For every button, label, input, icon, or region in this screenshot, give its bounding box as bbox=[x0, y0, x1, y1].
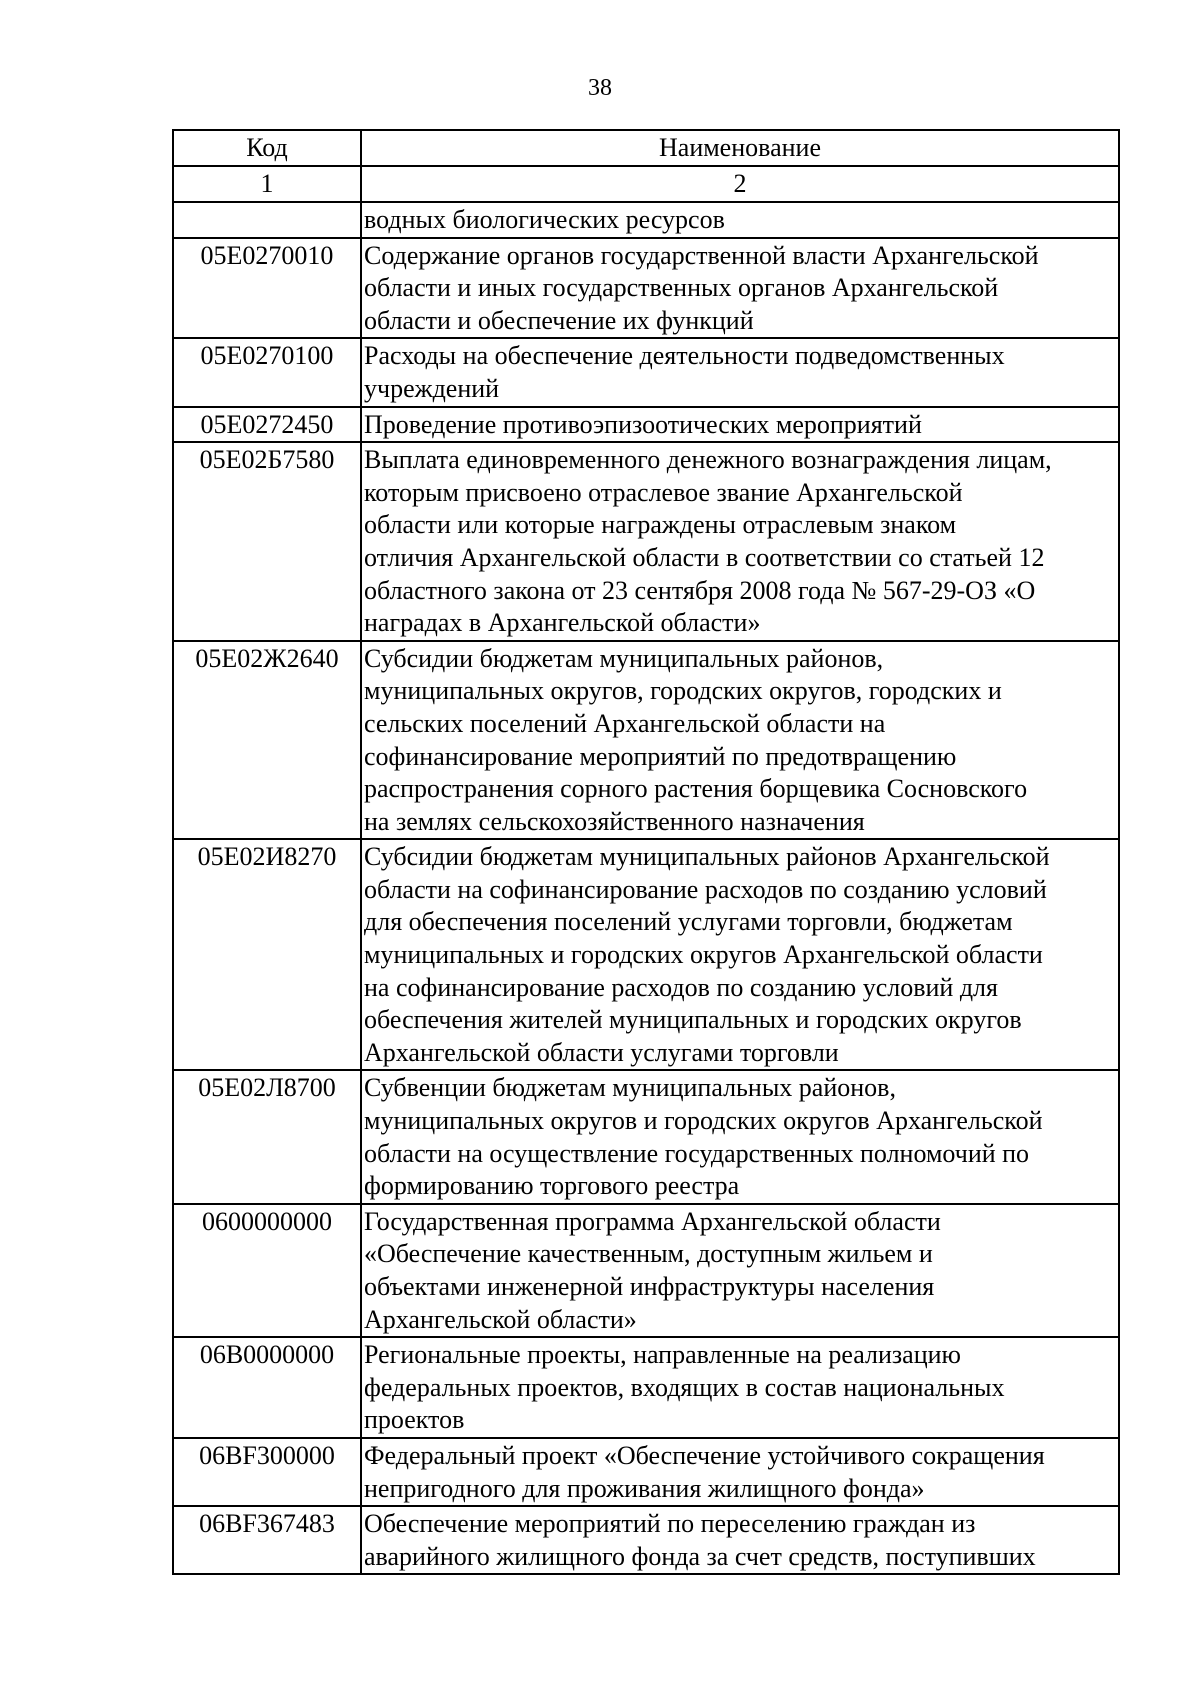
row-name-line: Региональные проекты, направленные на реализацию bbox=[364, 1340, 961, 1370]
row-name bbox=[361, 839, 1119, 1070]
row-name-line: муниципальных округов и городских округов Архангельской bbox=[364, 1106, 1043, 1136]
row-code: 05Е02Л8700 bbox=[173, 1070, 361, 1203]
row-code: 05Е0272450 bbox=[173, 407, 361, 443]
row-name bbox=[361, 1337, 1119, 1438]
row-name bbox=[361, 1438, 1119, 1506]
row-name-line: водных биологических ресурсов bbox=[364, 205, 725, 234]
column-number-2: 2 bbox=[361, 166, 1119, 202]
row-name-line: «Обеспечение качественным, доступным жильем и bbox=[364, 1239, 933, 1269]
row-code: 05Е02Б7580 bbox=[173, 442, 361, 641]
row-name-line: федеральных проектов, входящих в состав национальных bbox=[364, 1372, 1005, 1402]
row-name bbox=[361, 202, 1119, 238]
row-name-line: Обеспечение мероприятий по переселению граждан из bbox=[364, 1509, 976, 1539]
row-name-line: области на софинансирование расходов по созданию условий bbox=[364, 874, 1047, 904]
row-name-line: наградах в Архангельской области» bbox=[364, 608, 761, 638]
column-number-row bbox=[173, 166, 1119, 202]
table-row bbox=[173, 1337, 1119, 1438]
row-code: 05Е02Ж2640 bbox=[173, 641, 361, 840]
table-row bbox=[173, 202, 1119, 238]
row-name-line: непригодного для проживания жилищного фонда» bbox=[364, 1473, 925, 1503]
row-name-line: распространения сорного растения борщевика Сосновского bbox=[364, 774, 1028, 804]
row-name-line: проектов bbox=[364, 1405, 465, 1435]
table-body bbox=[173, 202, 1119, 1574]
row-name-line: областного закона от 23 сентября 2008 года № 567-29-ОЗ «О bbox=[364, 575, 1036, 605]
row-name bbox=[361, 238, 1119, 339]
row-code: 06В0000000 bbox=[173, 1337, 361, 1438]
table-row bbox=[173, 1204, 1119, 1337]
table-row bbox=[173, 1438, 1119, 1506]
table-row bbox=[173, 839, 1119, 1070]
row-name-line: Государственная программа Архангельской области bbox=[364, 1206, 941, 1236]
row-name bbox=[361, 1506, 1119, 1574]
row-name bbox=[361, 407, 1119, 443]
budget-code-table bbox=[172, 129, 1120, 1575]
row-name-line: учреждений bbox=[364, 373, 500, 403]
header-row bbox=[173, 130, 1119, 166]
row-name-line: для обеспечения поселений услугами торговли, бюджетам bbox=[364, 907, 1013, 937]
row-name-line: которым присвоено отраслевое звание Архангельской bbox=[364, 477, 963, 507]
row-name-line: на землях сельскохозяйственного назначения bbox=[364, 806, 865, 836]
header-code: Код bbox=[173, 130, 361, 166]
row-name-line: области и иных государственных органов Архангельской bbox=[364, 273, 999, 303]
row-name bbox=[361, 442, 1119, 641]
row-name-line: области на осуществление государственных полномочий по bbox=[364, 1138, 1030, 1168]
row-name-line: сельских поселений Архангельской области на bbox=[364, 708, 886, 738]
row-name-line: обеспечения жителей муниципальных и городских округов bbox=[364, 1005, 1022, 1035]
column-number-1: 1 bbox=[173, 166, 361, 202]
row-name-line: Архангельской области услугами торговли bbox=[364, 1037, 839, 1067]
row-name-line: Субвенции бюджетам муниципальных районов, bbox=[364, 1073, 896, 1103]
row-name bbox=[361, 1070, 1119, 1203]
row-name-line: Проведение противоэпизоотических мероприятий bbox=[364, 409, 922, 439]
row-name-line: области и обеспечение их функций bbox=[364, 305, 754, 335]
row-name-line: отличия Архангельской области в соответствии со статьей 12 bbox=[364, 542, 1045, 572]
row-code bbox=[173, 202, 361, 238]
header-name: Наименование bbox=[361, 130, 1119, 166]
row-name bbox=[361, 641, 1119, 840]
row-name-line: на софинансирование расходов по созданию условий для bbox=[364, 972, 998, 1002]
page-number: 38 bbox=[588, 75, 612, 101]
row-code: 06ВF300000 bbox=[173, 1438, 361, 1506]
table-row bbox=[173, 338, 1119, 406]
table-row bbox=[173, 1070, 1119, 1203]
row-name-line: формированию торгового реестра bbox=[364, 1171, 740, 1201]
row-name-line: муниципальных и городских округов Архангельской области bbox=[364, 940, 1043, 970]
row-name bbox=[361, 1204, 1119, 1337]
table-row bbox=[173, 238, 1119, 339]
row-name-line: аварийного жилищного фонда за счет средств, поступивших bbox=[364, 1541, 1036, 1571]
row-code: 06ВF367483 bbox=[173, 1506, 361, 1574]
row-name-line: области или которые награждены отраслевым знаком bbox=[364, 510, 957, 540]
row-name-line: Субсидии бюджетам муниципальных районов Архангельской bbox=[364, 842, 1050, 872]
row-code: 0600000000 bbox=[173, 1204, 361, 1337]
row-name-line: Федеральный проект «Обеспечение устойчивого сокращения bbox=[364, 1440, 1045, 1470]
table-row bbox=[173, 442, 1119, 641]
row-code: 05Е0270010 bbox=[173, 238, 361, 339]
table-row bbox=[173, 1506, 1119, 1574]
row-name-line: муниципальных округов, городских округов, городских и bbox=[364, 676, 1002, 706]
row-name-line: Выплата единовременного денежного вознаграждения лицам, bbox=[364, 445, 1052, 475]
row-code: 05Е0270100 bbox=[173, 338, 361, 406]
table-row bbox=[173, 641, 1119, 840]
row-code: 05Е02И8270 bbox=[173, 839, 361, 1070]
row-name-line: Субсидии бюджетам муниципальных районов, bbox=[364, 643, 884, 673]
row-name-line: Архангельской области» bbox=[364, 1304, 637, 1334]
table-row bbox=[173, 407, 1119, 443]
row-name-line: Расходы на обеспечение деятельности подведомственных bbox=[364, 341, 1005, 371]
row-name bbox=[361, 338, 1119, 406]
row-name-line: Содержание органов государственной власти Архангельской bbox=[364, 240, 1039, 270]
row-name-line: объектами инженерной инфраструктуры населения bbox=[364, 1272, 935, 1301]
row-name-line: софинансирование мероприятий по предотвращению bbox=[364, 741, 957, 771]
